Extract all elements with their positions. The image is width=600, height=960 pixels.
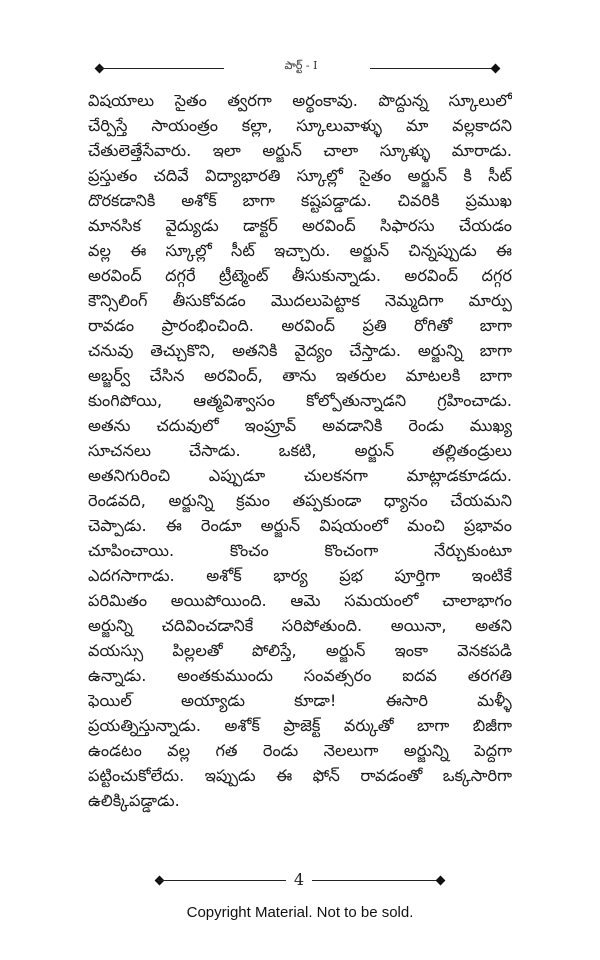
text-line: సూచనలు చేసాడు. ఒకటి, అర్జున్ తల్లితండ్రులు bbox=[88, 441, 512, 460]
copyright-notice: Copyright Material. Not to be sold. bbox=[186, 904, 414, 921]
running-header-title: పార్ట్ - I bbox=[284, 59, 318, 72]
header-rule-right bbox=[370, 68, 496, 69]
header-rule-left bbox=[98, 68, 224, 69]
text-line: రావడం ప్రారంభించింది. అరవింద్ ప్రతి రోగితో బాగా bbox=[88, 316, 512, 335]
text-line: పట్టించుకోలేదు. ఇప్పుడు ఈ ఫోన్ రావడంతో ఒక్కసారిగా bbox=[88, 766, 512, 785]
text-line: చెప్పాడు. ఈ రెండూ అర్జున్ విషయంలో మంచి ప్రభావం bbox=[88, 516, 512, 535]
ornament-diamond-icon bbox=[491, 64, 501, 74]
page-number: 4 bbox=[293, 870, 305, 889]
ornament-diamond-icon bbox=[436, 876, 446, 886]
text-line: అరవింద్ దగ్గరే ట్రీట్మెంట్ తీసుకున్నాడు. అరవింద్ దగ్గర bbox=[88, 266, 512, 285]
page-footer bbox=[156, 870, 444, 892]
text-line: చూపించాయి. కొంచం కొంచంగా నేర్చుకుంటూ bbox=[88, 541, 512, 560]
text-line: చనువు తెచ్చుకొని, అతనికి వైద్యం చేస్తాడు. అర్జున్ని బాగా bbox=[88, 341, 512, 360]
text-line: అతనిగురించి ఎప్పుడూ చులకనగా మాట్లాడకూడదు. bbox=[88, 466, 512, 485]
page-header bbox=[96, 58, 500, 78]
text-line: ఉలిక్కిపడ్డాడు. bbox=[88, 791, 180, 810]
text-line: రెండవది, అర్జున్ని క్రమం తప్పకుండా ధ్యానం చేయమని bbox=[88, 491, 512, 510]
text-line: పరిమితం అయిపోయింది. ఆమె సమయంలో చాలాభాగం bbox=[88, 591, 512, 610]
text-line: ఎదగసాగాడు. అశోక్ భార్య ప్రభ పూర్తిగా ఇంటికే bbox=[88, 566, 512, 585]
footer-rule-left bbox=[158, 880, 286, 881]
text-line: అబ్జర్వ్ చేసిన అరవింద్, తాను ఇతరుల మాటలకి బాగా bbox=[88, 366, 512, 385]
text-line: వల్ల ఈ స్కూల్లో సీట్ ఇచ్చారు. అర్జున్ చిన్నప్పుడు ఈ bbox=[88, 241, 512, 260]
text-line: చేతులెత్తేసేవారు. ఇలా అర్జున్ చాలా స్కూళ్ళు మారాడు. bbox=[88, 141, 512, 160]
text-line: అర్జున్ని చదివించడానికే సరిపోతుంది. అయినా, అతని bbox=[88, 616, 512, 635]
footer-rule-right bbox=[312, 880, 440, 881]
text-line: అతను చదువులో ఇంప్రూవ్ అవడానికి రెండు ముఖ్య bbox=[88, 416, 512, 435]
text-line: దొరకడానికి అశోక్ బాగా కష్టపడ్డాడు. చివరికి ప్రముఖ bbox=[88, 191, 512, 210]
text-line: ఉండటం వల్ల గత రెండు నెలలుగా అర్జున్ని పెద్దగా bbox=[88, 741, 512, 760]
text-line: ప్రయత్నిస్తున్నాడు. అశోక్ ప్రాజెక్ట్ వర్కుతో బాగా బిజీగా bbox=[88, 716, 512, 735]
text-line: కౌన్సిలింగ్ తీసుకోవడం మొదలుపెట్టాక నెమ్మదిగా మార్పు bbox=[88, 291, 512, 310]
text-line: ఫెయిల్ అయ్యాడు కూడా! ఈసారి మళ్ళీ bbox=[88, 691, 512, 710]
text-line: మానసిక వైద్యుడు డాక్టర్ అరవింద్ సిఫారసు చేయడం bbox=[88, 216, 512, 235]
text-line: ప్రస్తుతం చదివే విద్యాభారతి స్కూల్లో సైతం అర్జున్ కి సీట్ bbox=[88, 166, 512, 185]
text-line: విషయాలు సైతం త్వరగా అర్థంకావు. పొద్దున్న స్కూలులో bbox=[88, 91, 512, 110]
text-line: కుంగిపోయి, ఆత్మవిశ్వాసం కోల్పోతున్నాడని గ్రహించాడు. bbox=[88, 391, 512, 410]
text-line: చేర్పిస్తే సాయంత్రం కల్లా, స్కూలువాళ్ళు మా వల్లకాదని bbox=[88, 116, 512, 135]
text-line: వయస్సు పిల్లలతో పోలిస్తే, అర్జున్ ఇంకా వెనకపడి bbox=[88, 641, 512, 660]
text-line: ఉన్నాడు. అంతకుముందు సంవత్సరం ఐదవ తరగతి bbox=[88, 666, 512, 685]
body-text bbox=[88, 88, 512, 813]
